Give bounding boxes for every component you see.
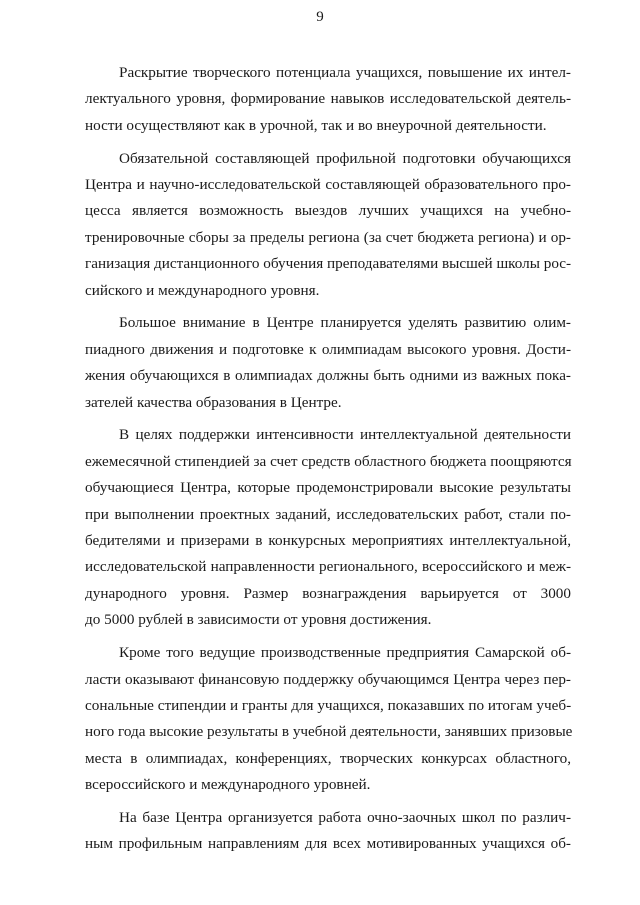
text-line: ности осуществляют как в урочной, так и во внеурочной деятельности.: [85, 116, 547, 134]
page-number: 9: [316, 9, 324, 25]
text-line: В целях поддержки интенсивности интеллектуальной деятельности: [119, 426, 571, 444]
text-line: На базе Центра организуется работа очно-заочных школ по различ-: [119, 808, 571, 826]
text-line: Обязательной составляющей профильной подготовки обучающихся: [119, 149, 571, 167]
text-line: сональные стипендии и гранты для учащихся, показавших по итогам учеб-: [85, 696, 572, 714]
paragraph-enterprise-support: [85, 640, 571, 798]
text-line: всероссийского и международного уровней.: [85, 776, 371, 794]
paragraph-schools: [85, 805, 571, 858]
paragraph-creative-potential: [85, 60, 571, 139]
document-body: [85, 60, 571, 864]
text-line: места в олимпиадах, конференциях, творческих конкурсах областного,: [85, 749, 571, 767]
text-line: Кроме того ведущие производственные предприятия Самарской об-: [119, 644, 571, 662]
text-line: бедителями и призерами в конкурсных мероприятиях интеллектуальной,: [85, 532, 571, 550]
text-line: до 5000 рублей в зависимости от уровня достижения.: [85, 611, 432, 629]
text-line: ным профильным направлениям для всех мотивированных учащихся об-: [85, 835, 571, 853]
text-line: при выполнении проектных заданий, исследовательских работ, стали по-: [85, 505, 571, 523]
text-line: Центра и научно-исследовательской составляющей образовательного про-: [85, 176, 571, 194]
text-line: обучающиеся Центра, которые продемонстрировали высокие результаты: [85, 479, 571, 497]
text-line: сийского и международного уровня.: [85, 281, 320, 299]
paragraph-profile-training: [85, 146, 571, 304]
text-line: Большое внимание в Центре планируется уделять развитию олим-: [119, 314, 571, 332]
text-line: исследовательской направленности регионального, всероссийского и меж-: [85, 558, 571, 576]
paragraph-stipend: [85, 422, 571, 633]
text-line: цесса является возможность выездов лучших учащихся на учебно-: [85, 202, 571, 220]
text-line: дународного уровня. Размер вознаграждения варьируется от 3000: [85, 584, 571, 602]
paragraph-olympiads: [85, 310, 571, 416]
text-line: зателей качества образования в Центре.: [85, 393, 342, 411]
text-line: лектуального уровня, формирование навыков исследовательской деятель-: [85, 90, 571, 108]
text-line: тренировочные сборы за пределы региона (за счет бюджета региона) и ор-: [85, 228, 571, 246]
text-line: Раскрытие творческого потенциала учащихся, повышение их интел-: [119, 64, 571, 81]
text-line: пиадного движения и подготовке к олимпиадам высокого уровня. Дости-: [85, 340, 571, 358]
text-line: жения обучающихся в олимпиадах должны быть одними из важных пока-: [85, 367, 571, 385]
text-line: ласти оказывают финансовую поддержку обучающимся Центра через пер-: [85, 670, 571, 688]
text-line: ного года высокие результаты в учебной деятельности, занявших призовые: [85, 723, 573, 741]
text-line: ежемесячной стипендией за счет средств областного бюджета поощряются: [85, 452, 572, 470]
text-line: ганизация дистанционного обучения преподавателями высшей школы рос-: [85, 255, 572, 273]
